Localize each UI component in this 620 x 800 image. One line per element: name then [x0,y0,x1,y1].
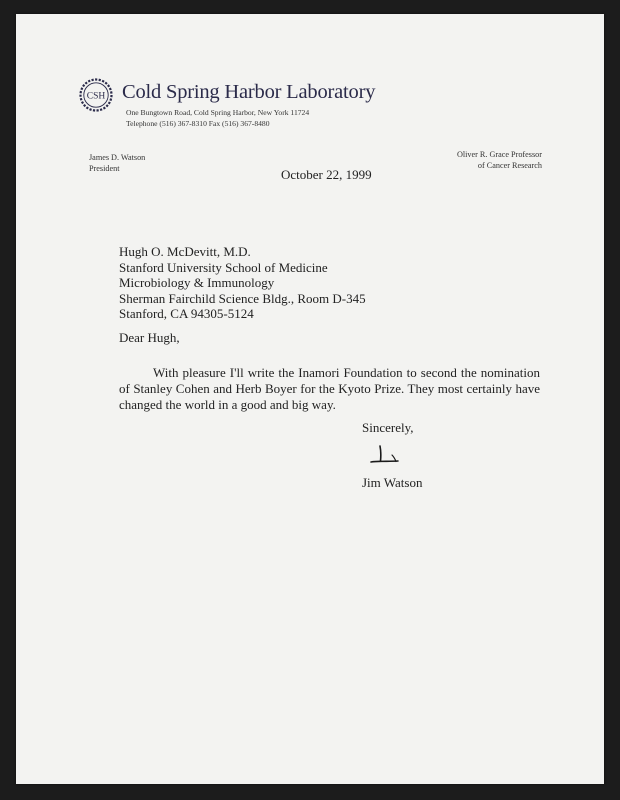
recipient-line: Microbiology & Immunology [119,275,275,291]
letter-date: October 22, 1999 [281,167,372,182]
recipient-line: Sherman Fairchild Science Bldg., Room D-345 [119,290,366,306]
recipient-line: Stanford University School of Medicine [119,259,328,275]
letter-page [16,14,604,784]
closing: Sincerely, [362,420,414,435]
organization-address: One Bungtown Road, Cold Spring Harbor, New York 11724 [126,108,310,117]
recipient-line: Hugh O. McDevitt, M.D. [119,244,251,259]
handwritten-signature [368,442,408,468]
recipient-line: Stanford, CA 94305-5124 [119,306,254,322]
recipient-address-block [119,244,366,322]
csh-logo-icon [79,78,113,112]
letterhead-sender-title: President [89,164,120,173]
logo-text: CSH [86,91,106,102]
letterhead-sender-name: James D. Watson [89,153,146,162]
letter-body: With pleasure I'll write the Inamori Foundation to second the nomination of Stanley Cohen and Herb Boyer for the Kyoto Prize. They most certainly have changed the world in a good and big way. [119,365,540,412]
organization-phone-fax: Telephone (516) 367-8310 Fax (516) 367-8480 [126,119,270,128]
salutation: Dear Hugh, [119,330,180,345]
signer-name: Jim Watson [362,475,423,490]
organization-name: Cold Spring Harbor Laboratory [122,81,376,103]
letterhead-professorship-line2: of Cancer Research [477,161,542,170]
letterhead-professorship-line1: Oliver R. Grace Professor [456,150,542,159]
